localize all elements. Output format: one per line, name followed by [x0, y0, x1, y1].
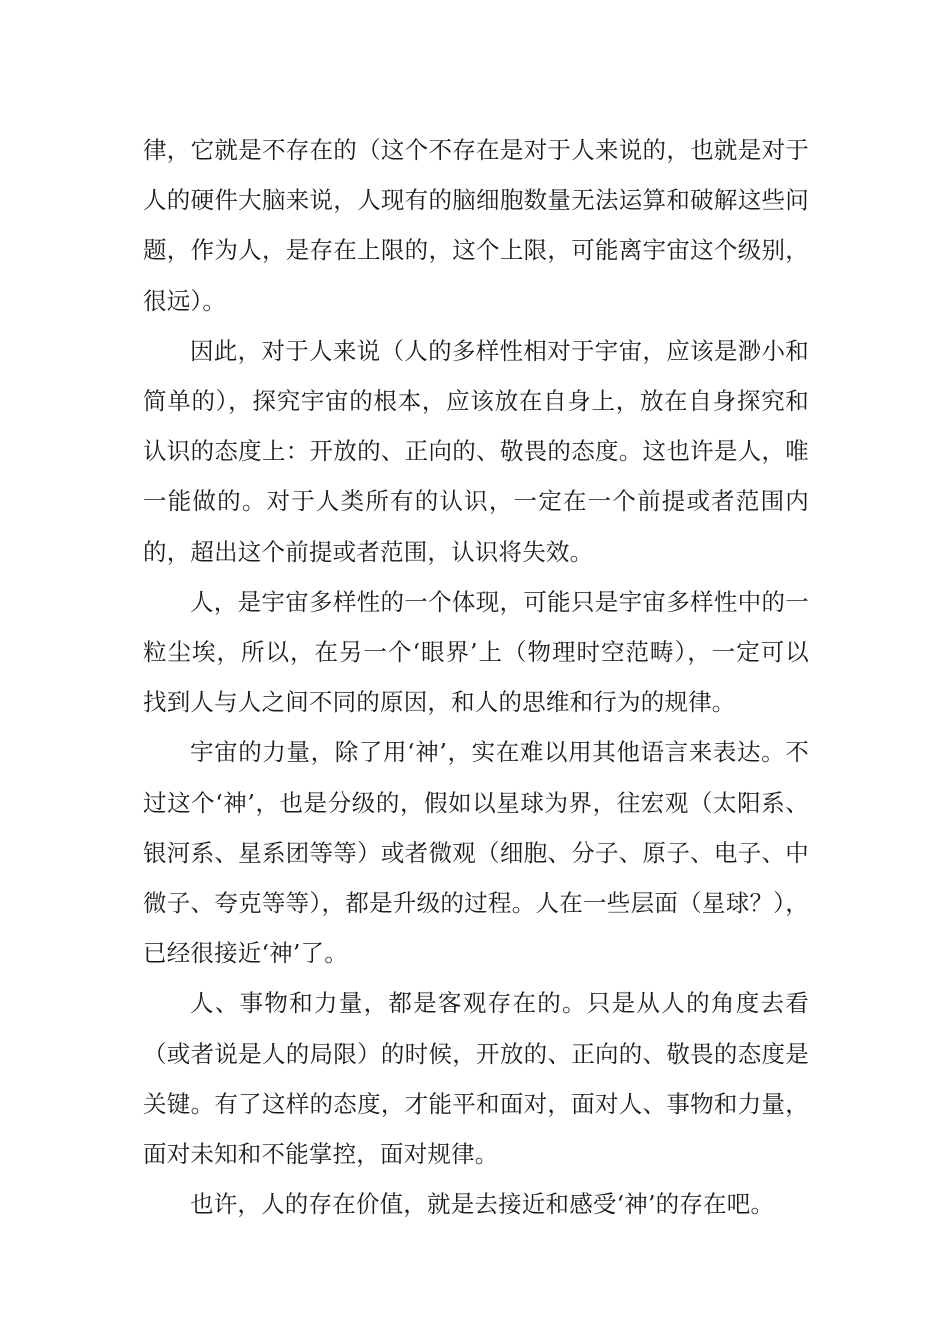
- paragraph-4: 宇宙的力量，除了用‘神’，实在难以用其他语言来表达。不过这个‘神’，也是分级的，假如以星球为界，往宏观（太阳系、银河系、星系团等等）或者微观（细胞、分子、原子、电子、中微子、夸克等等），都是升级的过程。人在一些层面（星球？），已经很接近‘神’了。: [143, 738, 809, 968]
- paragraph-1: 律，它就是不存在的（这个不存在是对于人来说的，也就是对于人的硬件大脑来说，人现有的脑细胞数量无法运算和破解这些问题，作为人，是存在上限的，这个上限，可能离宇宙这个级别，很远）。: [143, 136, 809, 315]
- paragraph-5: 人、事物和力量，都是客观存在的。只是从人的角度去看（或者说是人的局限）的时候，开放的、正向的、敬畏的态度是关键。有了这样的态度，才能平和面对，面对人、事物和力量，面对未知和不能掌控，面对规律。: [143, 989, 809, 1169]
- paragraph-2: 因此，对于人来说（人的多样性相对于宇宙，应该是渺小和简单的），探究宇宙的根本，应该放在自身上，放在自身探究和认识的态度上：开放的、正向的、敬畏的态度。这也许是人，唯一能做的。对于人类所有的认识，一定在一个前提或者范围内的，超出这个前提或者范围，认识将失效。: [143, 336, 809, 566]
- paragraph-3: 人，是宇宙多样性的一个体现，可能只是宇宙多样性中的一粒尘埃，所以，在另一个‘眼界’上（物理时空范畴），一定可以找到人与人之间不同的原因，和人的思维和行为的规律。: [143, 587, 809, 717]
- body-text: [143, 125, 809, 1229]
- paragraph-6: 也许，人的存在价值，就是去接近和感受‘神’的存在吧。: [190, 1190, 775, 1219]
